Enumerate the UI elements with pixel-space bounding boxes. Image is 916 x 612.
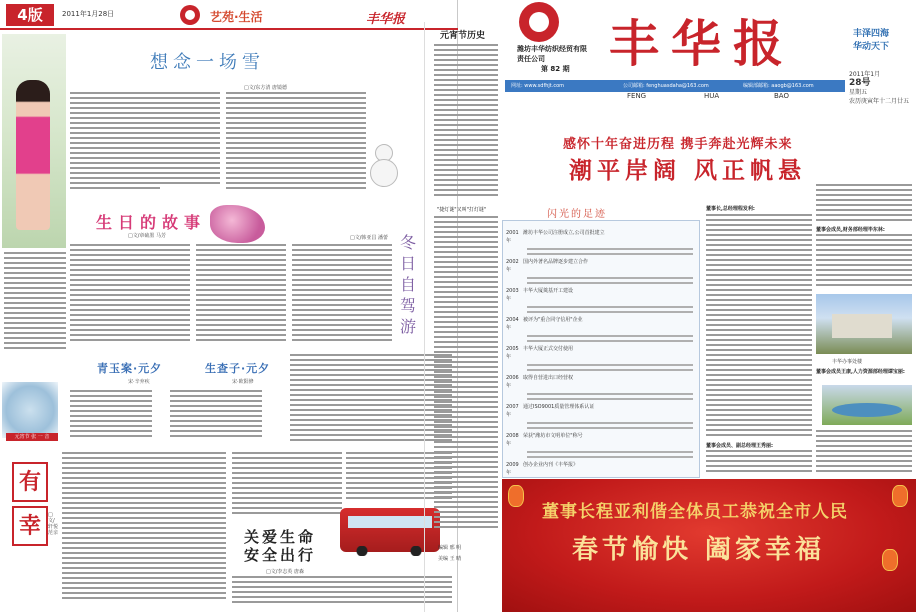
article-body-text [706,214,812,442]
timeline-detail-line [527,306,693,308]
issue-date [849,70,909,106]
paper-name: 丰华报 [366,12,406,27]
poem-author: 宋·辛弃疾 [128,379,150,385]
article-byline: □文/韩亚昌 潘蕾 [350,235,388,241]
date-line: 28号 [849,78,871,88]
snowman-icon [366,144,400,194]
headline-kicker: 感怀十年奋进历程 携手奔赴光辉未来 [563,137,793,152]
article-byline: □文/轩悦 范亲 [48,512,59,536]
article-body-text [706,450,812,478]
date-line: 农历庚寅年十二月廿五 [849,98,910,105]
editors-credit [438,544,494,566]
timeline-event: 通过ISO9001质量管理体系认证 [523,404,595,410]
article-body-text [4,252,66,352]
ink-caption: 元宵节 张 一 音 [6,433,58,441]
page-header [0,0,458,30]
sidebar-subtitle: "捷灯谜"又叫"打灯谜" [437,207,487,213]
headline-main: 潮平岸阔 风正帆悬 [569,158,807,184]
section-head: 董事会成员王康,人力资源部经理谭宝丽: [816,369,905,375]
timeline-row [503,403,699,419]
timeline-row [503,461,699,477]
timeline-row [503,229,699,245]
timeline-year: 2009年 [506,462,519,476]
timeline-row [503,374,699,390]
timeline-row [503,287,699,303]
timeline-event: 创办企业内刊《丰华报》 [523,462,579,468]
timeline-detail-line [527,369,693,371]
article-body-text [226,92,366,192]
sidebar-text [434,216,498,536]
timeline-detail-line [527,340,693,342]
timeline-year: 2001年 [506,230,519,244]
timeline-rows [503,221,699,516]
title-line: 关爱生命 [244,528,317,546]
date-line: 2011年1月 [849,71,881,78]
timeline-year: 2008年 [506,433,519,447]
banner-greeting-line: 董事长程亚利偕全体员工恭祝全市人民 [542,502,848,522]
timeline-event: 国内外著名品牌逐步建立合作 [523,259,589,265]
article-body-text [292,244,392,348]
timeline-event: 荣获"潍坊市文明单位"称号 [523,433,583,439]
article-body-text [816,234,912,292]
article-birthday-title: 生日的故事 [96,213,207,232]
slogan-line: 华动天下 [853,42,890,52]
issue-number: 第 82 期 [541,65,570,73]
website-link[interactable]: 网址: www.sdfhjt.com [511,83,564,89]
timeline-detail-line [527,277,693,279]
section-head: 董事长,总经理程发利: [706,206,755,212]
company-email-link[interactable]: 公司邮箱: fenghuasdaha@163.com [623,83,709,89]
timeline-row [503,345,699,361]
girl-photo [2,34,66,248]
article-body-text [70,244,190,348]
timeline-year: 2005年 [506,346,519,360]
paper-title: 丰华报 [609,14,795,73]
poem-title: 生查子·元夕 [205,362,271,375]
poem-title: 青玉案·元夕 [97,362,163,375]
article-byline: □文/李志英 唐森 [266,569,304,575]
article-body-text [232,452,342,522]
timeline-detail-line [527,282,693,284]
timeline-event: 被评为"重合同守信用"企业 [523,317,583,323]
timeline-detail-line [527,253,693,255]
article-body-text [196,244,286,348]
timeline-row [503,258,699,274]
company-name: 潍坊丰华纺织经贸有限责任公司 [517,45,587,63]
timeline-row [503,316,699,332]
timeline-detail-line [527,335,693,337]
timeline-event: 取得自营进出口经营权 [523,375,574,381]
timeline-year: 2004年 [506,317,519,331]
article-title: 想念一场雪 [150,52,265,73]
sidebar-text [434,44,498,202]
plant-photo [822,385,912,425]
building-photo [816,294,912,354]
poem-body [70,390,152,446]
article-body-text [70,92,220,192]
article-body-text [816,184,912,226]
slogan-line: 丰泽四海 [853,29,890,39]
lantern-icon [892,485,908,507]
title-char: 幸 [12,506,48,546]
poem-body [170,390,262,446]
pinyin: BAO [774,92,789,100]
company-logo-icon [180,5,200,25]
lantern-icon [882,549,898,571]
timeline-detail-line [527,248,693,250]
article-body-text [816,430,912,476]
editor-credit: 编辑 邢 明 [438,545,462,551]
pinyin: FENG [627,92,647,100]
title-char: 有 [12,462,48,502]
timeline-event: 丰华大厦奠基开工建设 [523,288,574,294]
article-youxing-title [12,462,52,602]
girl-figure [16,80,50,230]
sidebar-box [505,20,545,40]
article-xiangnian-title-box [150,48,300,74]
article-byline: □文/东方清 唐镜德 [244,85,287,91]
timeline-event: 丰华大厦正式交付使用 [523,346,574,352]
contact-bar [505,80,845,92]
page-date: 2011年1月28日 [62,10,115,18]
article-body-text [232,576,452,610]
pinyin: HUA [704,92,720,100]
spacer [816,376,822,382]
ink-painting [2,382,58,438]
editor-email-link[interactable]: 编辑部邮箱: aaogb@163.com [743,83,814,89]
timeline-event: 潍坊丰华公司注册成立,公司首批建立 [523,230,605,236]
new-year-greeting-banner [502,479,916,612]
timeline-year: 2006年 [506,375,519,389]
page-number-badge: 4版 [6,4,54,26]
timeline-year: 2007年 [506,404,519,418]
article-drive-title: 冬日自驾游 [400,233,417,336]
timeline-year: 2002年 [506,259,519,273]
title-line: 安全出行 [244,546,317,564]
masthead [459,0,916,120]
timeline-detail-line [527,398,693,400]
section-head: 董事会成员、副总经理王秀丽: [706,443,774,449]
timeline-title: 闪光的足迹 [547,209,607,220]
lantern-icon [508,485,524,507]
timeline-detail-line [527,427,693,429]
section-head: 董事会成员,财务部经理毕东林: [816,227,885,233]
section-title: 艺苑·生活 [210,10,263,24]
poem-author: 宋·欧阳修 [232,379,254,385]
timeline-detail-line [527,422,693,424]
photo-caption: 丰华办事处楼 [832,359,863,365]
timeline-detail-line [527,456,693,458]
banner-main-greeting: 春节愉快 阖家幸福 [572,535,826,565]
article-care-title [244,528,316,564]
date-line: 星期五 [849,89,868,96]
timeline-detail-line [527,393,693,395]
sidebar-title: 元宵节历史 [440,31,486,41]
timeline-row [503,432,699,448]
editor-credit: 美编 王 晴 [438,556,462,562]
timeline-detail-line [527,311,693,313]
timeline-detail-line [527,364,693,366]
article-body-text [62,452,226,608]
article-byline: □文/章硫墨 马芳 [128,233,166,239]
timeline-box [502,220,700,478]
timeline-year: 2003年 [506,288,519,302]
timeline-detail-line [527,451,693,453]
slogan [853,28,889,54]
flower-photo [210,205,265,243]
